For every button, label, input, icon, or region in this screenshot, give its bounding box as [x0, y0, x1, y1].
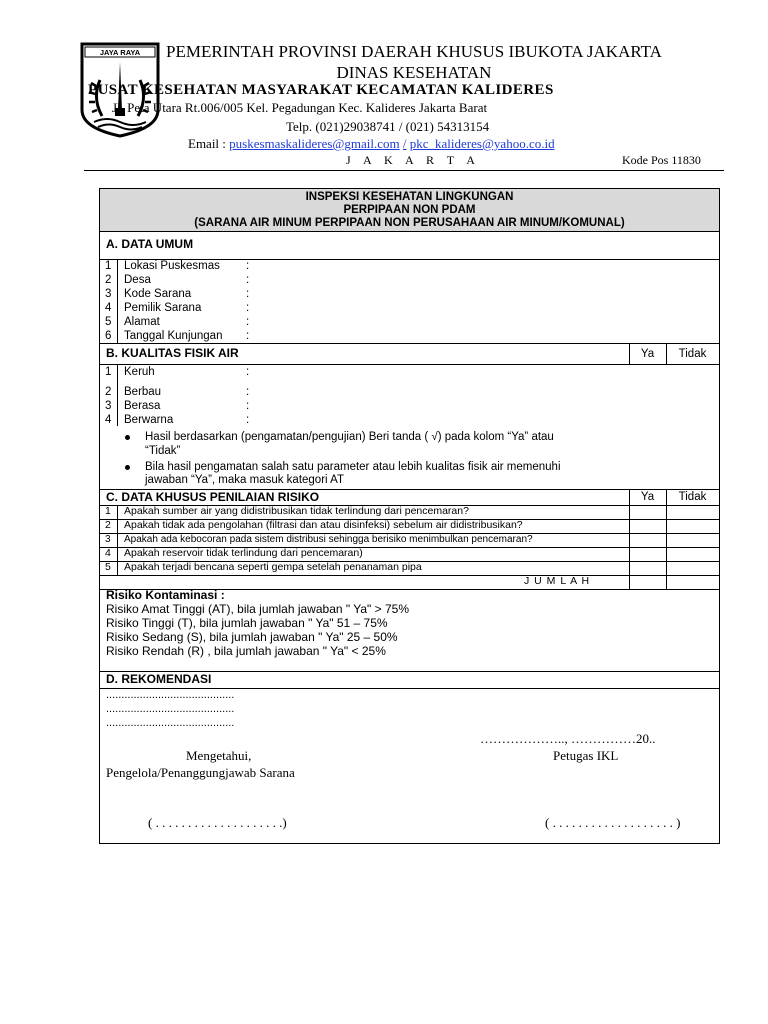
recommendation-line[interactable]: ..........................................	[106, 717, 235, 729]
a-row-no: 5	[105, 316, 112, 328]
c-row-ya-cell[interactable]	[629, 519, 666, 533]
divider	[100, 231, 719, 232]
email-separator: /	[402, 136, 407, 151]
b-row-label: Keruh	[124, 366, 155, 378]
bullet-icon	[125, 465, 130, 470]
letterhead-postal-code: Kode Pos 11830	[622, 153, 701, 167]
c-row-no: 3	[105, 534, 111, 545]
b-note1-line1: Hasil berdasarkan (pengamatan/pengujian) Beri tanda ( √) pada kolom “Ya” atau	[145, 431, 554, 443]
email-link-gmail[interactable]: puskesmaskalideres@gmail.com	[229, 136, 400, 151]
section-b-title: B. KUALITAS FISIK AIR	[106, 346, 239, 360]
signature-date[interactable]: ……………….., ……………20..	[480, 731, 656, 746]
section-c-title: C. DATA KHUSUS PENILAIAN RISIKO	[106, 490, 320, 504]
c-row-tidak-cell[interactable]	[666, 547, 719, 561]
a-row-label: Kode Sarana	[124, 288, 192, 300]
c-row-tidak-cell[interactable]	[666, 519, 719, 533]
b-note2-line2: jawaban “Ya”, maka masuk kategori AT	[145, 474, 344, 486]
a-row-no: 3	[105, 288, 112, 300]
c-row-no: 4	[105, 547, 111, 559]
svg-text:JAYA RAYA: JAYA RAYA	[99, 48, 141, 57]
c-row-ya-cell[interactable]	[629, 561, 666, 575]
section-a-title: A. DATA UMUM	[106, 237, 194, 251]
b-note1-line2: “Tidak”	[145, 445, 181, 457]
letterhead-department: DINAS KESEHATAN	[336, 63, 492, 82]
number-column-line	[117, 364, 118, 426]
a-row-colon[interactable]: :	[246, 274, 250, 286]
a-row-colon[interactable]: :	[246, 316, 250, 328]
col-header-tidak: Tidak	[678, 348, 707, 360]
a-row-no: 6	[105, 330, 112, 342]
a-row-colon[interactable]: :	[246, 260, 250, 272]
b-row-label: Berbau	[124, 386, 162, 398]
letterhead-government: PEMERINTAH PROVINSI DAERAH KHUSUS IBUKOTA JAKARTA	[166, 42, 662, 61]
recommendation-line[interactable]: ..........................................	[106, 689, 235, 701]
number-column-line	[117, 505, 118, 575]
section-d-title: D. REKOMENDASI	[106, 672, 212, 686]
b-row-no: 3	[105, 400, 112, 412]
c-row-ya-cell[interactable]	[629, 505, 666, 519]
a-row-label: Lokasi Puskesmas	[124, 260, 220, 272]
bullet-icon	[125, 435, 130, 440]
officer-label: Petugas IKL	[553, 748, 619, 763]
b-row-label: Berasa	[124, 400, 161, 412]
a-row-colon[interactable]: :	[246, 302, 250, 314]
risk-line: Risiko Amat Tinggi (AT), bila jumlah jawaban " Ya" > 75%	[106, 602, 409, 616]
col-header-ya: Ya	[640, 491, 655, 503]
divider	[100, 343, 719, 344]
risk-title: Risiko Kontaminasi :	[106, 588, 225, 602]
a-row-colon[interactable]: :	[246, 288, 250, 300]
c-row-question: Apakah tidak ada pengolahan (filtrasi dan atau disinfeksi) sebelum air didistribusikan?	[124, 519, 523, 531]
number-column-line	[117, 259, 118, 343]
b-row-no: 2	[105, 386, 112, 398]
letterhead-address: Jl. Peta Utara Rt.006/005 Kel. Pegadungan Kec. Kalideres Jakarta Barat	[112, 100, 488, 115]
c-row-question: Apakah sumber air yang didistribusikan tidak terlindung dari pencemaran?	[124, 505, 469, 517]
email-label: Email :	[188, 136, 226, 151]
risk-line: Risiko Rendah (R) , bila jumlah jawaban " Ya" < 25%	[106, 644, 386, 658]
officer-signature-line[interactable]: ( . . . . . . . . . . . . . . . . . . . )	[545, 815, 681, 830]
c-row-tidak-cell[interactable]	[666, 505, 719, 519]
jumlah-label: J U M L A H	[524, 575, 591, 587]
b-row-no: 4	[105, 414, 112, 426]
email-link-yahoo[interactable]: pkc_kalideres@yahoo.co.id	[409, 136, 555, 151]
a-row-no: 4	[105, 302, 112, 314]
a-row-no: 1	[105, 260, 112, 272]
c-row-no: 5	[105, 561, 111, 573]
b-row-colon[interactable]: :	[246, 386, 250, 398]
risk-line: Risiko Tinggi (T), bila jumlah jawaban " Ya" 51 – 75%	[106, 616, 388, 630]
c-row-no: 2	[105, 519, 111, 531]
b-row-colon[interactable]: :	[246, 414, 250, 426]
c-row-ya-cell[interactable]	[629, 533, 666, 547]
form-subtitle: PERPIPAAN NON PDAM	[343, 204, 476, 216]
letterhead-puskesmas: PUSAT KESEHATAN MASYARAKAT KECAMATAN KALIDERES	[88, 82, 554, 98]
c-row-question: Apakah terjadi bencana seperti gempa setelah penanaman pipa	[124, 561, 422, 573]
jumlah-tidak-cell[interactable]	[666, 575, 719, 589]
a-row-label: Desa	[124, 274, 151, 286]
recommendation-line[interactable]: ..........................................	[106, 703, 235, 715]
b-note2-line1: Bila hasil pengamatan salah satu parameter atau lebih kualitas fisik air memenuhi	[145, 461, 561, 473]
acknowledged-label: Mengetahui,	[186, 748, 252, 763]
letterhead-divider	[84, 170, 724, 171]
risk-line: Risiko Sedang (S), bila jumlah jawaban " Ya" 25 – 50%	[106, 630, 398, 644]
table-row-line	[100, 575, 719, 576]
letterhead-city: J A K A R T A	[346, 153, 480, 167]
a-row-no: 2	[105, 274, 112, 286]
b-row-label: Berwarna	[124, 414, 174, 426]
c-row-tidak-cell[interactable]	[666, 533, 719, 547]
form-title: INSPEKSI KESEHATAN LINGKUNGAN	[305, 191, 514, 203]
a-row-label: Tanggal Kunjungan	[124, 330, 223, 342]
c-row-ya-cell[interactable]	[629, 547, 666, 561]
c-row-question: Apakah ada kebocoran pada sistem distribusi sehingga berisiko menimbulkan pencemaran?	[124, 534, 533, 545]
a-row-colon[interactable]: :	[246, 330, 250, 342]
letterhead-email	[188, 136, 555, 152]
jumlah-ya-cell[interactable]	[629, 575, 666, 589]
c-row-tidak-cell[interactable]	[666, 561, 719, 575]
divider	[100, 364, 719, 365]
manager-label: Pengelola/Penanggungjawab Sarana	[106, 765, 295, 780]
c-row-no: 1	[105, 505, 111, 517]
col-header-ya: Ya	[640, 348, 655, 360]
b-row-colon[interactable]: :	[246, 366, 250, 378]
b-row-colon[interactable]: :	[246, 400, 250, 412]
col-header-tidak: Tidak	[678, 491, 707, 503]
a-row-label: Alamat	[124, 316, 160, 328]
manager-signature-line[interactable]: ( . . . . . . . . . . . . . . . . . . . .)	[148, 815, 287, 830]
letterhead-phone: Telp. (021)29038741 / (021) 54313154	[286, 119, 490, 134]
b-row-no: 1	[105, 366, 112, 378]
form-subtitle-detail: (SARANA AIR MINUM PERPIPAAN NON PERUSAHAAN AIR MINUM/KOMUNAL)	[194, 217, 625, 229]
c-row-question: Apakah reservoir tidak terlindung dari pencemaran)	[124, 547, 363, 559]
inspection-form	[99, 188, 720, 844]
a-row-label: Pemilik Sarana	[124, 302, 202, 314]
